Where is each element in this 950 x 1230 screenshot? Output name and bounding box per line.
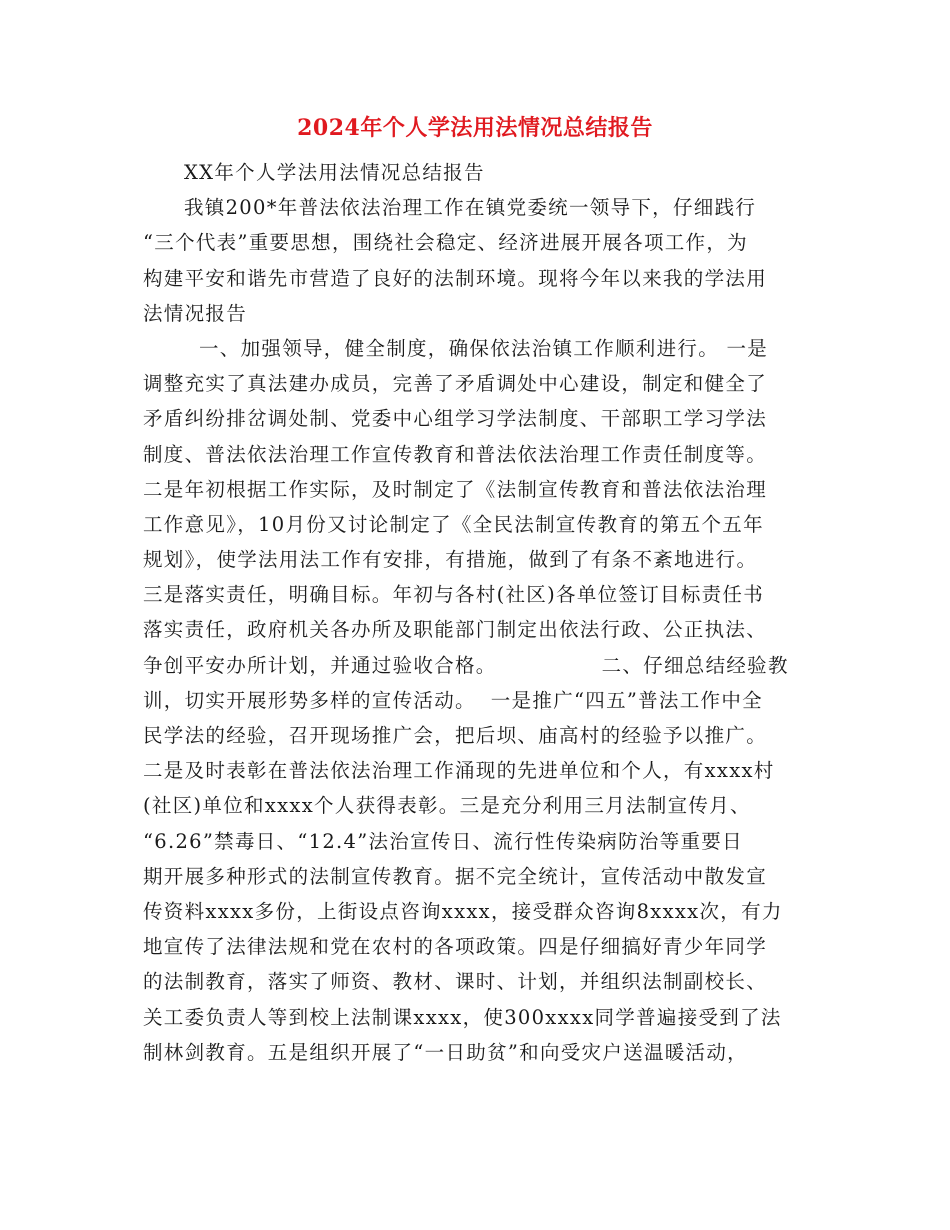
- paragraph-line: 法情况报告: [143, 301, 248, 325]
- paragraph-line: 传资料xxxx多份，上街设点咨询xxxx，接受群众咨询8xxxx次，有力: [143, 899, 783, 923]
- paragraph-line: 训，切实开展形势多样的宣传活动。 一是推广“四五”普法工作中全: [143, 688, 763, 712]
- paragraph-line: 二是年初根据工作实际，及时制定了《法制宣传教育和普法依法治理: [143, 477, 768, 501]
- paragraph-line: 二是及时表彰在普法依法治理工作涌现的先进单位和个人，有xxxx村: [143, 759, 775, 783]
- paragraph-line: 落实责任，政府机关各办所及职能部门制定出依法行政、公正执法、: [143, 618, 768, 642]
- paragraph-line: 三是落实责任，明确目标。年初与各村(社区)各单位签订目标责任书: [143, 583, 765, 607]
- paragraph-line: 调整充实了真法建办成员，完善了矛盾调处中心建设，制定和健全了: [143, 372, 768, 396]
- document-title: 2024年个人学法用法情况总结报告: [297, 115, 653, 141]
- paragraph-line: (社区)单位和xxxx个人获得表彰。三是充分利用三月法制宣传月、: [143, 794, 751, 818]
- paragraph-line: 的法制教育，落实了师资、教材、课时、计划，并组织法制副校长、: [143, 970, 768, 994]
- document-body: [143, 155, 807, 1070]
- paragraph-line: 制林剑教育。五是组织开展了“一日助贫”和向受灾户送温暖活动，: [143, 1040, 748, 1064]
- paragraph-line: 构建平安和谐先市营造了良好的法制环境。现将今年以来我的学法用: [143, 266, 768, 290]
- paragraph-line: 争创平安办所计划，并通过验收合格。 二、仔细总结经验教: [143, 653, 789, 677]
- paragraph-line: “6.26”禁毒日、“12.4”法治宣传日、流行性传染病防治等重要日: [143, 829, 743, 853]
- paragraph-line: 民学法的经验，召开现场推广会，把后坝、庙高村的经验予以推广。: [143, 724, 768, 747]
- paragraph-line: 地宣传了法律法规和党在农村的各项政策。四是仔细搞好青少年同学: [143, 935, 768, 959]
- paragraph-line: 工作意见》，10月份又讨论制定了《全民法制宣传教育的第五个五年: [143, 512, 764, 536]
- paragraph-line: 期开展多种形式的法制宣传教育。据不完全统计，宣传活动中散发宣: [143, 864, 768, 888]
- paragraph-line: 制度、普法依法治理工作宣传教育和普法依法治理工作责任制度等。: [143, 442, 768, 466]
- paragraph-line: 矛盾纠纷排岔调处制、党委中心组学习学法制度、干部职工学习学法: [143, 407, 768, 431]
- section-heading-line: 一、加强领导，健全制度，确保依法治镇工作顺利进行。 一是: [199, 336, 769, 360]
- paragraph-line: 规划》，使学法用法工作有安排，有措施，做到了有条不紊地进行。: [143, 548, 758, 572]
- subtitle-line: XX年个人学法用法情况总结报告: [184, 161, 485, 184]
- paragraph-line: 关工委负责人等到校上法制课xxxx，使300xxxx同学普遍接受到了法: [143, 1005, 782, 1029]
- paragraph-line: “三个代表”重要思想，围绕社会稳定、经济进展开展各项工作，为: [143, 231, 748, 255]
- paragraph-line: 我镇200*年普法依法治理工作在镇党委统一领导下，仔细践行: [184, 196, 757, 220]
